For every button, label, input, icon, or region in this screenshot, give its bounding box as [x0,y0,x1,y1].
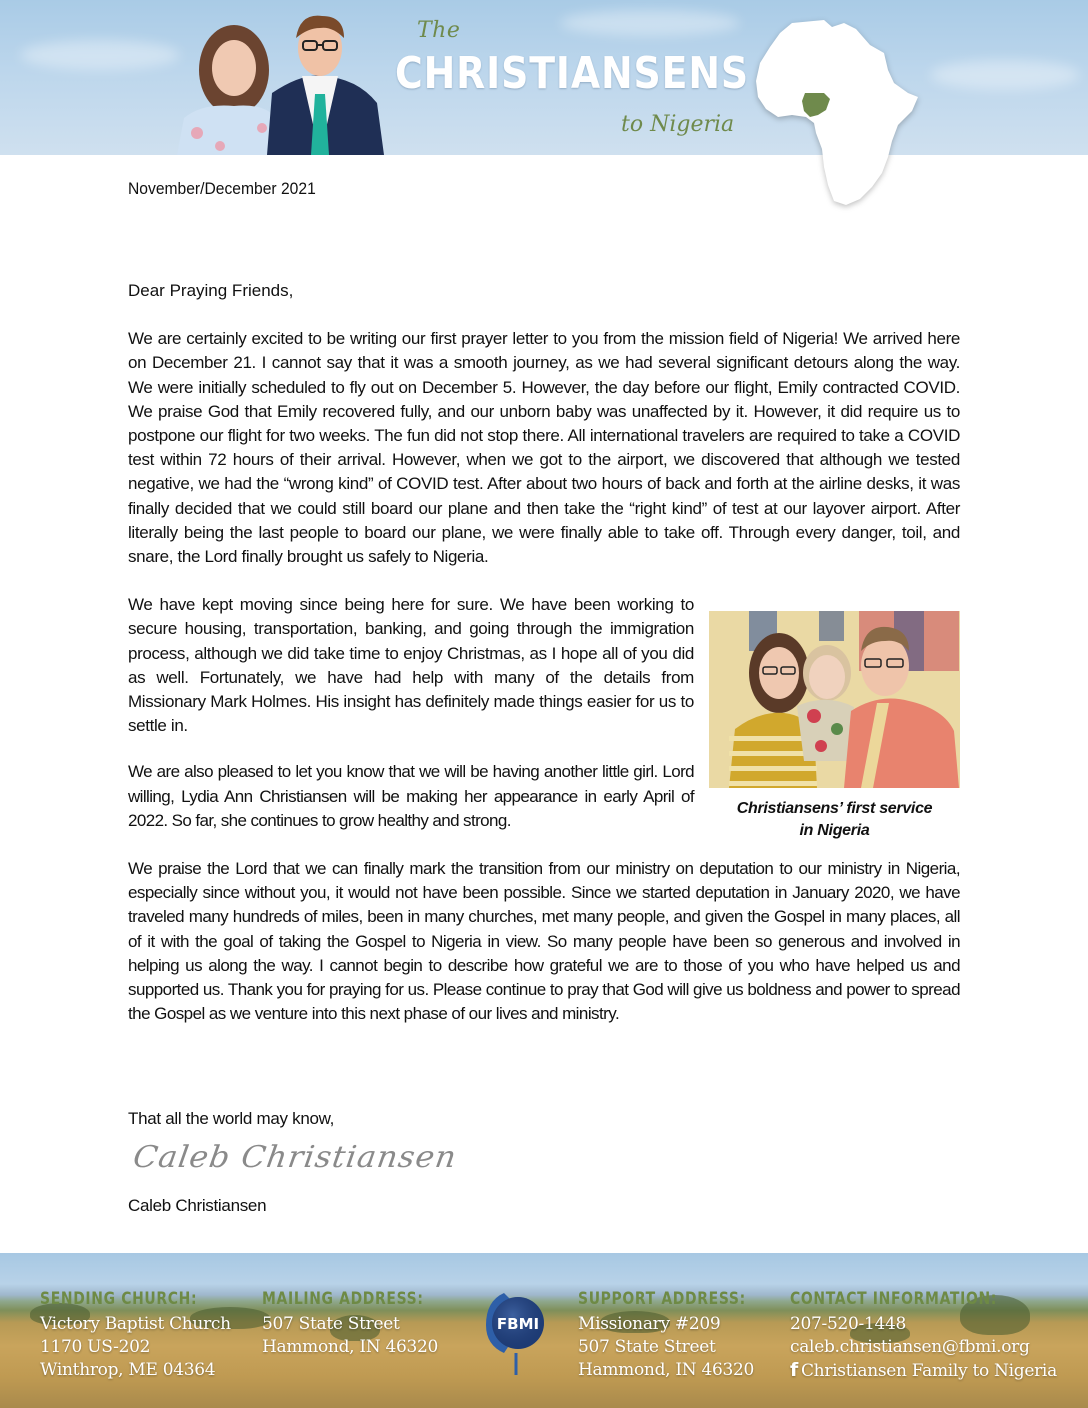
sending-church-name: Victory Baptist Church [40,1314,231,1334]
family-photo-image [709,611,960,788]
title-subtitle: to Nigeria [621,112,735,137]
sending-church-heading: SENDING CHURCH: [40,1289,198,1309]
photo-caption [709,798,960,842]
mailing-address-heading: MAILING ADDRESS: [262,1289,424,1309]
contact-phone[interactable]: 207-520-1448 [790,1314,907,1334]
cloud-decoration [930,60,1080,90]
contact-email[interactable]: caleb.christiansen@fbmi.org [790,1337,1030,1357]
letter-closing: That all the world may know, [128,1109,335,1128]
title-main: CHRISTIANSENS [395,48,749,99]
support-address-street: 507 State Street [578,1337,716,1357]
title-prefix: The [417,18,461,43]
letter-paragraph-2: We have kept moving since being here for sure. We have been working to secure housing, transportation, banking, and going through the immigration process, although we did take time to enjoy Christmas, as I hope all of you did as well. Fortunately, we have had help with many of the details from Missionary Mark Holmes. His insight has definitely made things easier for us to settle in. [128,595,694,736]
letter-paragraph-4: We praise the Lord that we can finally mark the transition from our ministry on deputation to our ministry in Nigeria, especially since without you, it would not have been possible. Since we started deputation in January 2020, we have traveled many hundreds of miles, been in many churches, met many people, and given the Gospel in many places, all of it with the goal of taking the Gospel to Nigeria in view. So many people have been so generous and involved in helping us along the way. I cannot begin to describe how grateful we are to those of you who have helped us and supported us. Thank you for praying for us. Please continue to pray that God will give us boldness and power to spread the Gospel as we venture into this next phase of our lives and ministry. [128,859,960,1024]
letterhead-banner [0,0,1088,155]
fbmi-logo-icon [484,1287,546,1377]
support-address-city: Hammond, IN 46320 [578,1360,755,1380]
handwritten-signature: Caleb Christiansen [130,1140,460,1175]
sending-church-city: Winthrop, ME 04364 [40,1360,216,1380]
mailing-address-street: 507 State Street [262,1314,400,1334]
facebook-page-name: Christiansen Family to Nigeria [800,1361,1057,1381]
contact-information-heading: CONTACT INFORMATION: [790,1289,998,1309]
sending-church-section [40,1289,232,1382]
support-address-missionary: Missionary #209 [578,1314,721,1334]
family-photo-figure [709,611,960,842]
mailing-address-section [262,1289,459,1359]
sending-church-street: 1170 US-202 [40,1337,151,1357]
letter-greeting: Dear Praying Friends, [128,281,294,300]
mailing-address-city: Hammond, IN 46320 [262,1337,439,1357]
signer-name: Caleb Christiansen [128,1196,267,1215]
support-address-heading: SUPPORT ADDRESS: [578,1289,746,1309]
facebook-icon: f [790,1359,798,1381]
photo-caption-line-1: Christiansens’ first service [736,800,933,817]
contact-footer [0,1253,1088,1408]
cloud-decoration [20,40,180,70]
fbmi-logo-text: FBMI [496,1315,540,1333]
support-address-section [578,1289,783,1382]
africa-map-icon [752,15,922,210]
contact-information-section [790,1289,1057,1383]
letter-paragraph-1: We are certainly excited to be writing our first prayer letter to you from the mission field of Nigeria! We arrived here on December 21. I cannot say that it was a smooth journey, as we had several significant detours along the way. We were initially scheduled to fly out on December 5. However, the day before our flight, Emily contracted COVID. We praise God that Emily recovered fully, and our unborn baby was unaffected by it. However, it did require us to postpone our flight for two weeks. The fun did not stop there. All international travelers are required to take a COVID test within 72 hours of their arrival. However, when we got to the airport, we discovered that although we tested negative, we had the “wrong kind” of COVID test. After about two hours of back and forth at the airline desks, it was finally decided that we could still board our plane and then take the “right kind” of test at our layover airport. After literally being the last people to board our plane, we were finally able to take off. Through every danger, toil, and snare, the Lord finally brought us safely to Nigeria. [128,329,960,567]
photo-caption-line-2: in Nigeria [799,822,870,839]
newsletter-title [395,18,749,148]
letter-date: November/December 2021 [128,179,316,198]
couple-portrait-image [172,8,387,155]
facebook-link[interactable] [790,1359,1057,1383]
letter-paragraph-3: We are also pleased to let you know that we will be having another little girl. Lord willing, Lydia Ann Christiansen will be making her appearance in early April of 2022. So far, she continues to grow healthy and strong. [128,762,694,830]
